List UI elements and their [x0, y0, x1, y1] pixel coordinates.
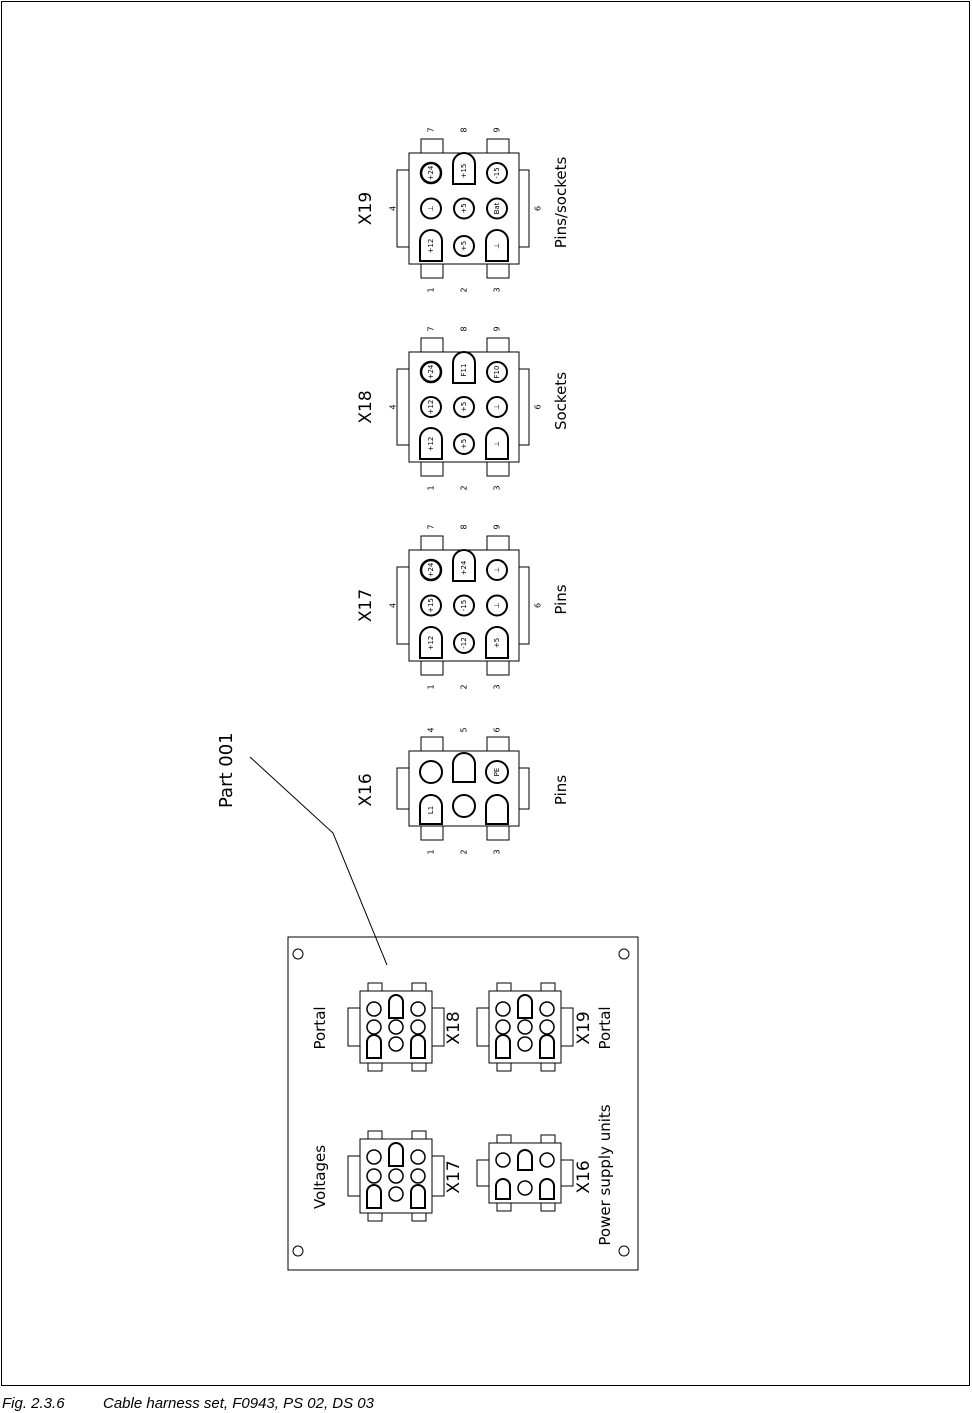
mini-contact-d [540, 1035, 554, 1058]
x19-latch [487, 264, 509, 278]
part-label: Part 001 [216, 732, 237, 808]
pin-number: 1 [426, 849, 436, 855]
mini-contact [389, 1187, 403, 1201]
figure-number: Fig. 2.3.6 [2, 1395, 65, 1412]
contact-label: L1 [427, 805, 435, 815]
mini-contact [389, 1037, 403, 1051]
mini-latch [497, 1203, 511, 1211]
pin-number: 8 [459, 326, 469, 332]
mini-latch [412, 1063, 426, 1071]
contact-label: ⊥ [493, 566, 501, 574]
pin-number: 7 [426, 524, 436, 530]
connector-id-label: X18 [356, 390, 376, 424]
x17-latch [487, 536, 509, 550]
pin-number: 5 [459, 727, 469, 733]
mounting-hole [293, 1246, 303, 1256]
contact-label: +24 [460, 560, 468, 576]
contact-type-label: Pins [552, 774, 570, 806]
contact-label: +5 [493, 637, 501, 649]
connector-details [356, 127, 570, 854]
mounting-hole [619, 949, 629, 959]
contact-label: +24 [427, 562, 435, 578]
contact-label: -15 [493, 167, 501, 179]
board-connector-id: X19 [574, 1011, 594, 1045]
mini-flange [432, 1156, 444, 1196]
contact-d-shape [453, 753, 475, 782]
mini-latch [497, 1063, 511, 1071]
board-connector-id: X18 [444, 1011, 464, 1045]
contact-type-label: Sockets [552, 371, 570, 431]
x17-latch [421, 536, 443, 550]
contact-label: Bat [493, 202, 501, 215]
part-leader [216, 732, 387, 965]
connector-x19-detail [356, 127, 570, 292]
x18-latch [421, 338, 443, 352]
mini-contact [389, 1169, 403, 1183]
pin-number: 3 [492, 287, 502, 293]
mini-latch [541, 983, 555, 991]
x16-latch [487, 826, 509, 840]
board-label-power-supply-units: Power supply units [596, 1104, 614, 1246]
mini-contact [540, 1020, 554, 1034]
board-label-portal: Portal [311, 1006, 329, 1050]
pin-number: 6 [533, 404, 543, 410]
mini-latch [497, 1135, 511, 1143]
pin-number: 2 [459, 849, 469, 855]
contact-label: +15 [460, 163, 468, 179]
pin-number: 2 [459, 485, 469, 491]
pin-number: 9 [492, 127, 502, 133]
pin-number: 2 [459, 287, 469, 293]
pin-number: 1 [426, 684, 436, 690]
board-connector-id: X16 [574, 1160, 594, 1194]
mini-contact [411, 1150, 425, 1164]
mounting-hole [293, 949, 303, 959]
mini-contact [367, 1150, 381, 1164]
x18-latch [421, 462, 443, 476]
connector-x18-detail [356, 326, 570, 490]
pin-number: 4 [426, 727, 436, 733]
mini-latch [541, 1203, 555, 1211]
mini-contact-d [540, 1179, 554, 1199]
contact-circle [453, 795, 475, 817]
contact-label: ⊥ [493, 602, 501, 609]
contact-label: -15 [460, 599, 468, 612]
x19-latch [421, 139, 443, 153]
pin-number: 2 [459, 684, 469, 690]
x17-latch [487, 661, 509, 675]
x17-latch [421, 661, 443, 675]
board-layout [288, 937, 638, 1270]
pin-number: 6 [492, 727, 502, 733]
mini-contact-d [518, 1150, 532, 1170]
pin-number: 6 [533, 602, 543, 609]
pin-number: 6 [533, 205, 543, 212]
pin-number: 4 [388, 602, 398, 609]
mini-contact [411, 1020, 425, 1034]
pin-number: 7 [426, 326, 436, 332]
mini-contact [540, 1002, 554, 1016]
pin-number: 3 [492, 849, 502, 855]
figure-title: Cable harness set, F0943, PS 02, DS 03 [103, 1395, 374, 1412]
mini-contact [367, 1169, 381, 1183]
mini-contact-d [518, 995, 532, 1018]
contact-label: +5 [460, 401, 468, 413]
x16-flange [519, 768, 529, 809]
mini-contact [367, 1020, 381, 1034]
figure-caption [2, 1395, 374, 1412]
pin-number: 3 [492, 684, 502, 690]
contact-label: ⊥ [493, 242, 501, 250]
connector-id-label: X17 [356, 588, 376, 623]
mini-contact-d [367, 1035, 381, 1058]
pin-number: 8 [459, 524, 469, 530]
mini-latch [412, 1213, 426, 1221]
mini-latch [541, 1135, 555, 1143]
x19-flange [519, 170, 529, 247]
mini-contact-d [389, 995, 403, 1018]
mini-latch [541, 1063, 555, 1071]
mini-flange [561, 1160, 573, 1186]
contact-label: +5 [460, 203, 468, 214]
pin-number: 3 [492, 485, 502, 491]
contact-label: ⊥ [493, 440, 501, 448]
board-connector-id: X17 [444, 1160, 464, 1194]
contact-label: +12 [427, 399, 435, 415]
x19-latch [487, 139, 509, 153]
contact-type-label: Pins/sockets [552, 156, 570, 249]
x17-flange [519, 567, 529, 644]
pin-number: 9 [492, 524, 502, 530]
pin-number: 8 [459, 127, 469, 133]
mini-contact-d [496, 1179, 510, 1199]
connector-x16-detail [356, 727, 570, 854]
mini-contact-d [389, 1143, 403, 1166]
mini-contact [540, 1153, 554, 1167]
contact-label: +12 [427, 238, 435, 254]
mini-flange [561, 1008, 573, 1046]
contact-label: +12 [427, 635, 435, 651]
x18-flange [519, 369, 529, 445]
contact-label: +24 [427, 165, 435, 181]
mini-contact [496, 1153, 510, 1167]
pin-number: 4 [388, 205, 398, 212]
mini-latch [412, 1131, 426, 1139]
contact-label: +15 [427, 598, 435, 613]
mini-contact-d [411, 1035, 425, 1058]
contact-type-label: Pins [552, 584, 570, 615]
contact-circle [420, 761, 442, 783]
mini-latch [412, 983, 426, 991]
mini-latch [368, 983, 382, 991]
mini-contact [367, 1002, 381, 1016]
mini-contact-d [411, 1185, 425, 1208]
connector-id-label: X16 [356, 773, 376, 807]
x16-latch [487, 737, 509, 751]
mini-contact [518, 1020, 532, 1034]
contact-label: +12 [427, 436, 435, 452]
pin-number: 7 [426, 127, 436, 133]
contact-label: F11 [460, 363, 468, 377]
mounting-hole [619, 1246, 629, 1256]
contact-label: +5 [460, 240, 468, 252]
mini-latch [368, 1213, 382, 1221]
mini-contact [496, 1020, 510, 1034]
contact-label: +5 [460, 438, 468, 450]
mini-contact [496, 1002, 510, 1016]
contact-label: PE [493, 767, 501, 777]
contact-d-shape [486, 795, 508, 824]
pin-number: 9 [492, 326, 502, 332]
connector-x17-detail [356, 524, 570, 689]
pin-number: 1 [426, 287, 436, 293]
x16-latch [421, 737, 443, 751]
mini-contact [518, 1037, 532, 1051]
x18-latch [487, 338, 509, 352]
x16-latch [421, 826, 443, 840]
mini-contact-d [367, 1185, 381, 1208]
x19-latch [421, 264, 443, 278]
mini-flange [432, 1008, 444, 1046]
contact-label: -12 [460, 637, 468, 649]
contact-label: ⊥ [427, 205, 435, 212]
mini-latch [368, 1063, 382, 1071]
pin-number: 1 [426, 485, 436, 491]
connector-id-label: X19 [356, 191, 376, 226]
mini-contact-d [496, 1035, 510, 1058]
board-outline [288, 937, 638, 1270]
contact-label: +24 [427, 364, 435, 380]
mini-latch [497, 983, 511, 991]
mini-latch [368, 1131, 382, 1139]
mini-contact [411, 1002, 425, 1016]
board-label-portal: Portal [596, 1006, 614, 1050]
x18-latch [487, 462, 509, 476]
contact-label: F10 [493, 365, 501, 379]
pin-number: 4 [388, 404, 398, 410]
contact-label: ⊥ [493, 403, 501, 411]
mini-contact [518, 1181, 532, 1195]
mini-contact [389, 1020, 403, 1034]
board-label-voltages: Voltages [311, 1144, 329, 1210]
mini-contact [411, 1169, 425, 1183]
